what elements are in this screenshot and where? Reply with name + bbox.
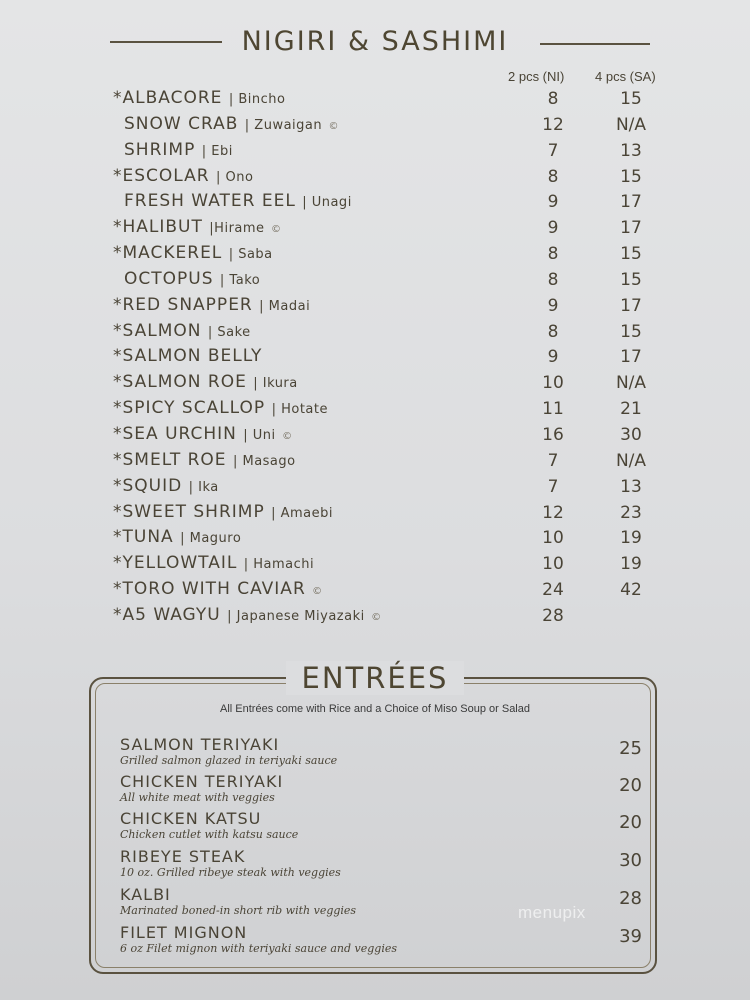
menu-item-name <box>124 140 233 160</box>
menu-item-row <box>0 346 750 372</box>
consumer-advisory-icon: © <box>328 120 340 132</box>
menu-item-english: MACKEREL <box>122 243 223 264</box>
entree-description: Marinated boned-in short rib with veggies <box>120 904 357 917</box>
raw-item-star: * <box>113 217 123 238</box>
price-4pcs: 15 <box>620 321 642 342</box>
column-header-2pcs: 2 pcs (NI) <box>508 69 565 84</box>
menu-item-row <box>0 476 750 502</box>
menu-item-japanese: | Saba <box>228 247 273 263</box>
price-2pcs: 9 <box>547 347 559 368</box>
menu-item-japanese: | Hotate <box>271 402 328 418</box>
menu-item-name <box>124 191 352 211</box>
price-4pcs: 30 <box>620 424 642 445</box>
menu-item-name <box>113 372 298 392</box>
entree-description: Grilled salmon glazed in teriyaki sauce <box>120 754 338 767</box>
price-4pcs: 17 <box>620 192 642 213</box>
raw-item-star: * <box>113 604 123 625</box>
menu-item-name <box>124 269 260 289</box>
menu-item-name <box>113 424 293 444</box>
menu-item-japanese: | Tako <box>219 272 261 288</box>
price-4pcs: 23 <box>620 502 642 523</box>
menu-item-row <box>0 243 750 269</box>
entree-name: SALMON TERIYAKI <box>120 735 280 754</box>
raw-item-star: * <box>113 243 123 264</box>
menu-item-name <box>113 295 310 315</box>
menu-item-japanese: | Sake <box>207 324 251 340</box>
menu-item-name <box>113 88 285 108</box>
price-2pcs: 28 <box>542 605 564 626</box>
menu-item-name <box>113 346 262 366</box>
menu-item-english: SQUID <box>122 475 183 496</box>
menu-item-japanese: | Ono <box>216 169 254 185</box>
menu-item-english: SNOW CRAB <box>124 113 239 134</box>
menu-item-row <box>0 166 750 192</box>
menu-item-name <box>113 243 273 263</box>
menu-item-row <box>0 217 750 243</box>
menu-item-name <box>124 114 340 134</box>
entree-description: 10 oz. Grilled ribeye steak with veggies <box>120 866 341 879</box>
entree-description: Chicken cutlet with katsu sauce <box>120 828 299 841</box>
menu-item-english: SALMON ROE <box>122 372 247 393</box>
price-2pcs: 9 <box>547 192 559 213</box>
entree-item <box>120 924 650 955</box>
menu-item-japanese: | Amaebi <box>271 505 334 521</box>
menu-item-english: ALBACORE <box>122 88 223 108</box>
raw-item-star: * <box>113 527 123 548</box>
price-2pcs: 8 <box>547 269 559 290</box>
price-4pcs: 17 <box>620 295 642 316</box>
price-2pcs: 10 <box>542 528 564 549</box>
raw-item-star: * <box>113 501 123 522</box>
price-2pcs: 8 <box>547 89 559 109</box>
price-2pcs: 7 <box>547 450 559 471</box>
raw-item-star: * <box>113 398 123 419</box>
entree-price: 25 <box>619 738 642 759</box>
price-4pcs: 13 <box>620 140 642 161</box>
menu-item-name <box>113 502 333 522</box>
menu-item-name <box>113 450 296 470</box>
price-2pcs: 8 <box>547 244 559 265</box>
menu-item-row <box>0 114 750 140</box>
menu-item-row <box>0 140 750 166</box>
raw-item-star: * <box>113 88 123 108</box>
menu-item-english: SMELT ROE <box>122 449 227 470</box>
consumer-advisory-icon: © <box>282 430 294 442</box>
nigiri-section-title: NIGIRI & SASHIMI <box>241 26 509 57</box>
menu-item-english: TUNA <box>122 527 174 548</box>
price-2pcs: 10 <box>542 373 564 394</box>
entrees-subtitle: All Entrées come with Rice and a Choice of Miso Soup or Salad <box>220 703 530 715</box>
menu-item-japanese: | Masago <box>232 453 296 469</box>
menu-item-row <box>0 269 750 295</box>
entree-item <box>120 736 650 767</box>
menu-item-english: SEA URCHIN <box>122 423 237 444</box>
price-4pcs: 15 <box>620 89 642 109</box>
menu-item-name <box>113 553 314 573</box>
entree-name: CHICKEN TERIYAKI <box>120 772 284 791</box>
price-4pcs: 19 <box>620 528 642 549</box>
column-header-4pcs: 4 pcs (SA) <box>595 69 656 84</box>
menu-item-english: SHRIMP <box>124 139 196 160</box>
menu-item-name <box>113 579 323 599</box>
price-4pcs: 17 <box>620 218 642 239</box>
price-4pcs: 42 <box>620 580 642 601</box>
menu-item-japanese: | Maguro <box>180 531 242 547</box>
menupix-watermark: menupix <box>518 903 586 922</box>
menu-item-japanese: |Hirame <box>209 221 265 237</box>
menu-item-english: YELLOWTAIL <box>122 553 238 574</box>
price-4pcs: 21 <box>620 399 642 420</box>
price-2pcs: 10 <box>542 554 564 575</box>
raw-item-star: * <box>113 449 123 470</box>
price-2pcs: 12 <box>542 114 564 135</box>
price-4pcs: 13 <box>620 476 642 497</box>
menu-item-english: SPICY SCALLOP <box>122 398 266 419</box>
menu-item-english: FRESH WATER EEL <box>124 191 296 212</box>
price-4pcs: N/A <box>615 114 647 135</box>
menu-item-english: OCTOPUS <box>124 268 214 289</box>
menu-item-name <box>113 398 328 418</box>
menu-item-japanese: | Bincho <box>228 92 286 107</box>
price-2pcs: 16 <box>542 424 564 445</box>
menu-item-row <box>0 527 750 553</box>
price-2pcs: 7 <box>547 476 559 497</box>
menu-item-japanese: | Uni <box>243 427 276 443</box>
price-4pcs: 15 <box>620 269 642 290</box>
menu-item-name <box>113 217 282 237</box>
entree-description: 6 oz Filet mignon with teriyaki sauce and veggies <box>120 942 397 955</box>
entree-name: FILET MIGNON <box>120 923 248 942</box>
consumer-advisory-icon: © <box>312 586 324 598</box>
price-2pcs: 7 <box>547 140 559 161</box>
raw-item-star: * <box>113 423 123 444</box>
price-4pcs: 17 <box>620 347 642 368</box>
menu-item-japanese: | Zuwaigan <box>244 117 323 133</box>
entree-name: KALBI <box>120 885 171 904</box>
price-4pcs: N/A <box>615 450 647 471</box>
price-2pcs: 9 <box>547 295 559 316</box>
entree-name: RIBEYE STEAK <box>120 847 246 866</box>
entrees-title-wrap <box>0 661 750 695</box>
price-2pcs: 24 <box>542 580 564 601</box>
raw-item-star: * <box>113 372 123 393</box>
menu-item-row <box>0 450 750 476</box>
raw-item-star: * <box>113 294 123 315</box>
price-2pcs: 11 <box>542 399 564 420</box>
entree-item <box>120 848 650 879</box>
raw-item-star: * <box>113 475 123 496</box>
entree-price: 20 <box>619 812 642 833</box>
entree-item <box>120 773 650 804</box>
nigiri-item-list <box>0 88 750 631</box>
menu-item-japanese: | Ika <box>188 479 219 495</box>
menu-item-row <box>0 502 750 528</box>
price-4pcs: 15 <box>620 166 642 187</box>
menu-item-japanese: | Hamachi <box>243 557 315 573</box>
menu-item-english: SWEET SHRIMP <box>122 501 265 522</box>
menu-item-english: RED SNAPPER <box>122 294 253 315</box>
raw-item-star: * <box>113 579 123 600</box>
menu-item-name <box>113 527 241 547</box>
menu-item-row <box>0 424 750 450</box>
menu-item-english: SALMON BELLY <box>122 346 263 367</box>
price-2pcs: 8 <box>547 166 559 187</box>
price-4pcs: 15 <box>620 244 642 265</box>
entree-price: 39 <box>619 926 642 947</box>
menu-item-name <box>113 321 251 341</box>
entrees-section-title: ENTRÉES <box>286 661 465 695</box>
entree-item <box>120 810 650 841</box>
entree-description: All white meat with veggies <box>120 791 275 804</box>
menu-item-row <box>0 372 750 398</box>
menu-item-japanese: | Ebi <box>201 143 233 159</box>
entree-price: 28 <box>619 888 642 909</box>
price-4pcs: N/A <box>615 373 647 394</box>
menu-item-row <box>0 398 750 424</box>
menu-item-row <box>0 579 750 605</box>
menu-item-name <box>113 166 253 186</box>
raw-item-star: * <box>113 346 123 367</box>
entree-price: 20 <box>619 775 642 796</box>
menu-item-japanese: | Ikura <box>253 376 298 392</box>
raw-item-star: * <box>113 320 123 341</box>
menu-item-english: HALIBUT <box>122 217 203 238</box>
price-2pcs: 8 <box>547 321 559 342</box>
menu-item-english: ESCOLAR <box>122 165 210 186</box>
consumer-advisory-icon: © <box>270 224 282 236</box>
menu-item-english: SALMON <box>122 320 202 341</box>
raw-item-star: * <box>113 553 123 574</box>
menu-item-row <box>0 88 750 114</box>
menu-item-english: TORO WITH CAVIAR <box>122 579 306 600</box>
entree-price: 30 <box>619 850 642 871</box>
menu-item-japanese: | Japanese Miyazaki <box>227 608 365 624</box>
consumer-advisory-icon: © <box>371 611 383 623</box>
menu-item-row <box>0 321 750 347</box>
raw-item-star: * <box>113 165 123 186</box>
menu-item-name <box>113 476 219 496</box>
menu-item-row <box>0 295 750 321</box>
menu-item-row <box>0 553 750 579</box>
menu-item-japanese: | Madai <box>259 298 311 314</box>
menu-item-name <box>113 605 382 625</box>
price-2pcs: 9 <box>547 218 559 239</box>
menu-item-japanese: | Unagi <box>302 195 352 211</box>
entree-name: CHICKEN KATSU <box>120 809 262 828</box>
menu-item-row <box>0 605 750 631</box>
menu-item-english: A5 WAGYU <box>122 604 221 625</box>
menu-item-row <box>0 191 750 217</box>
price-4pcs: 19 <box>620 554 642 575</box>
price-2pcs: 12 <box>542 502 564 523</box>
